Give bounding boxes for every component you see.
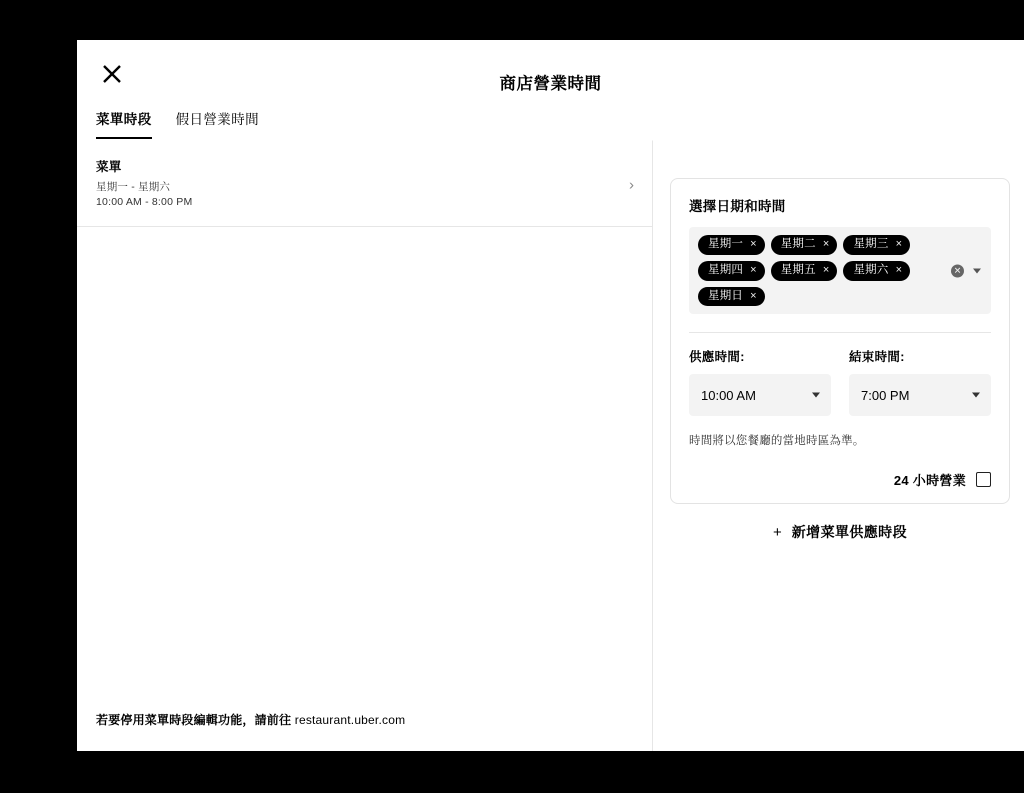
day-chip[interactable] — [698, 235, 765, 255]
all-day-label: 24 小時營業 — [893, 473, 966, 489]
time-range-row — [689, 347, 991, 416]
add-menu-hours-button[interactable] — [670, 522, 1010, 542]
menu-row-days: 星期一 - 星期六 — [96, 181, 171, 193]
menu-row-title: 菜單 — [96, 160, 122, 174]
all-day-checkbox[interactable] — [976, 472, 991, 487]
card-title: 選擇日期和時間 — [689, 199, 786, 214]
day-chip[interactable] — [771, 235, 838, 255]
modal-body — [77, 140, 1024, 751]
remove-icon[interactable]: × — [750, 238, 757, 251]
day-chip[interactable] — [698, 261, 765, 281]
day-chip-label: 星期四 — [708, 263, 744, 276]
start-time-value: 10:00 AM — [701, 387, 756, 403]
end-time-select[interactable] — [849, 374, 991, 416]
clear-circle-icon[interactable]: ✕ — [951, 264, 964, 277]
tab-holiday-hours[interactable]: 假日營業時間 — [175, 112, 260, 127]
footer-note-link[interactable]: restaurant.uber.com — [294, 713, 406, 727]
day-chip-label: 星期三 — [853, 238, 889, 250]
remove-icon[interactable]: × — [822, 264, 830, 277]
remove-icon[interactable]: × — [895, 238, 903, 251]
end-time-value: 7:00 PM — [861, 387, 910, 403]
all-day-row — [689, 470, 991, 489]
tab-menu-hours[interactable]: 菜單時段 — [96, 108, 152, 139]
plus-icon: + — [773, 523, 782, 541]
day-chips-list — [698, 235, 945, 306]
left-pane — [77, 140, 653, 751]
end-time-label: 結束時間: — [849, 350, 905, 365]
footer-note-text: 若要停用菜單時段編輯功能，請前往 — [96, 713, 295, 727]
chevron-down-icon — [812, 393, 820, 398]
menu-row-hours: 10:00 AM - 8:00 PM — [96, 196, 193, 209]
day-selector-field[interactable] — [689, 227, 991, 314]
page-title: 商店營業時間 — [499, 75, 602, 93]
day-chip[interactable] — [843, 261, 910, 281]
list-item[interactable] — [77, 143, 652, 227]
start-time-group — [689, 347, 831, 416]
chevron-right-icon[interactable]: › — [629, 176, 634, 194]
day-chip[interactable] — [771, 261, 838, 281]
add-menu-hours-label: 新增菜單供應時段 — [791, 524, 907, 540]
start-time-select[interactable] — [689, 374, 831, 416]
timezone-note: 時間將以您餐廳的當地時區為準。 — [689, 435, 865, 448]
tab-bar — [96, 108, 259, 139]
start-time-label: 供應時間: — [689, 350, 745, 365]
day-chip[interactable] — [698, 287, 765, 307]
day-chip[interactable] — [843, 235, 910, 255]
shop-hours-modal — [77, 40, 1024, 751]
end-time-group — [849, 347, 991, 416]
remove-icon[interactable]: × — [750, 264, 757, 277]
day-chip-label: 星期一 — [708, 238, 744, 250]
day-chip-label: 星期日 — [708, 289, 744, 302]
day-chip-label: 星期二 — [780, 238, 816, 250]
right-pane — [653, 140, 1024, 751]
remove-icon[interactable]: × — [750, 289, 757, 302]
day-chip-label: 星期六 — [853, 263, 889, 276]
remove-icon[interactable]: × — [822, 238, 830, 251]
remove-icon[interactable]: × — [895, 264, 903, 277]
footer-note — [96, 711, 405, 728]
chevron-down-icon — [972, 393, 980, 398]
divider — [689, 332, 991, 333]
day-chip-label: 星期五 — [780, 263, 816, 276]
modal-header — [77, 40, 1024, 104]
date-time-card — [670, 178, 1010, 504]
chevron-down-icon[interactable] — [973, 268, 981, 273]
